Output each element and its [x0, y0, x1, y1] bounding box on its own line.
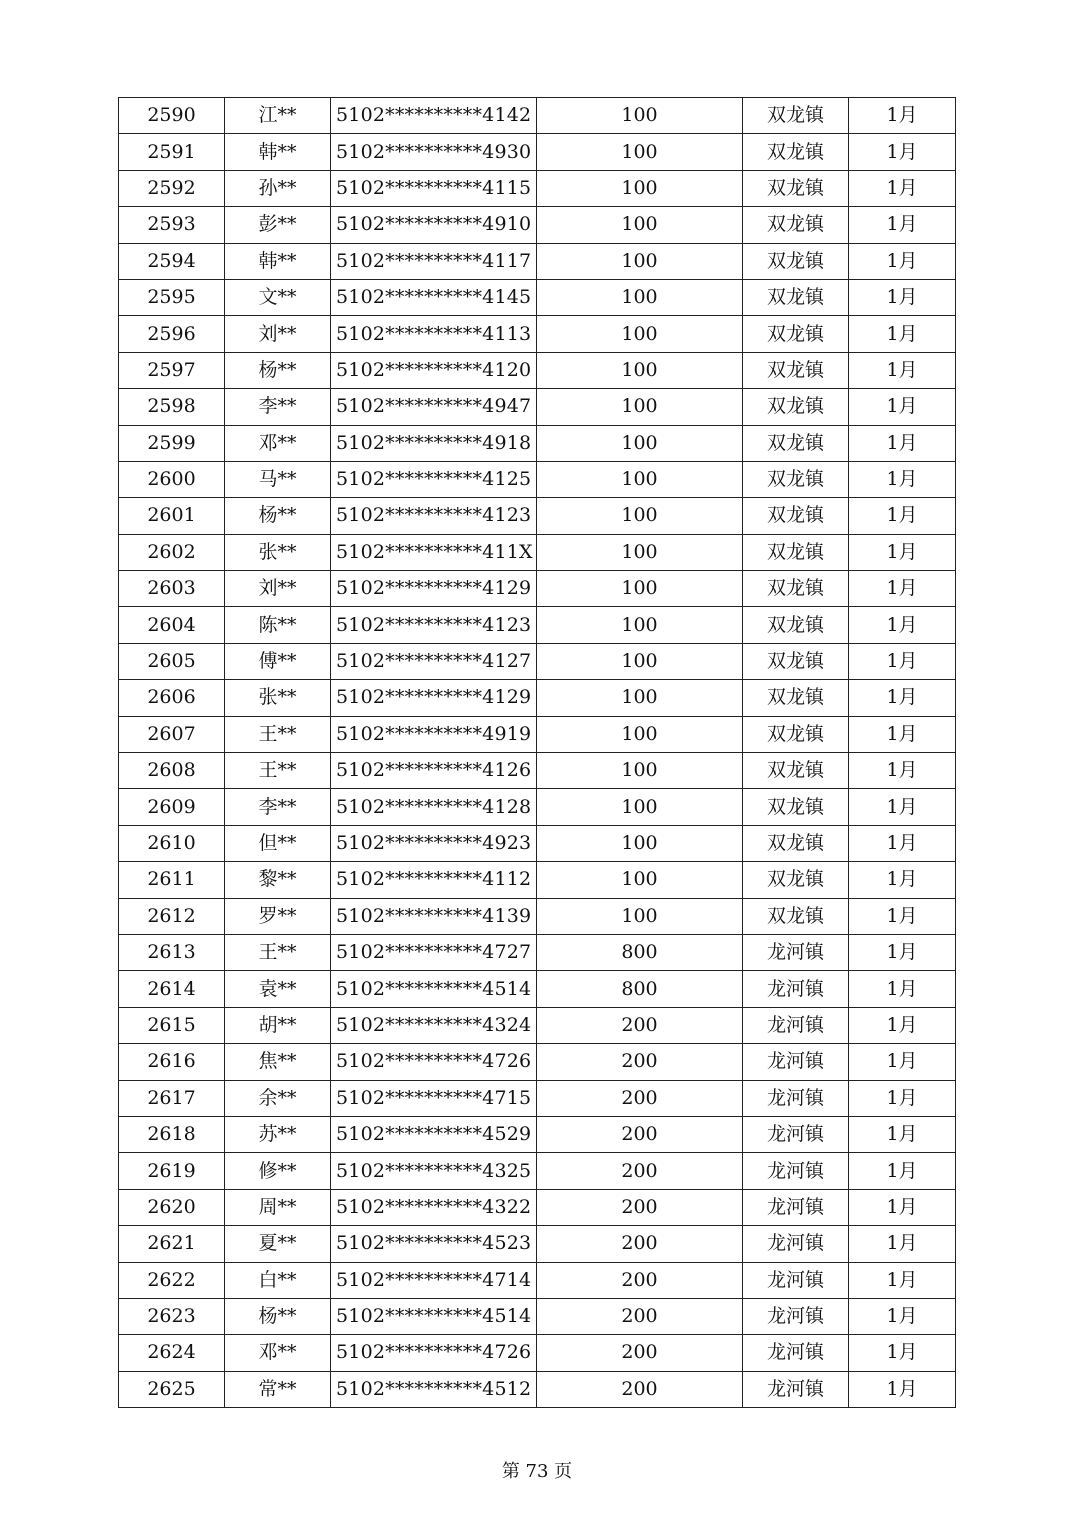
town-cell: 双龙镇: [743, 461, 849, 497]
table-body: [119, 98, 956, 1408]
town-cell: 双龙镇: [743, 134, 849, 170]
town-cell: 双龙镇: [743, 170, 849, 206]
serial-number-cell: 2595: [119, 279, 225, 315]
serial-number-cell: 2602: [119, 534, 225, 570]
serial-number-cell: 2623: [119, 1298, 225, 1334]
town-cell: 龙河镇: [743, 1335, 849, 1371]
amount-cell: 200: [537, 1226, 743, 1262]
month-cell: 1月: [849, 170, 956, 206]
id-number-cell: 5102**********4910: [331, 207, 537, 243]
month-cell: 1月: [849, 971, 956, 1007]
amount-cell: 100: [537, 461, 743, 497]
serial-number-cell: 2599: [119, 425, 225, 461]
serial-number-cell: 2591: [119, 134, 225, 170]
table-row: [119, 1116, 956, 1152]
name-cell: 张**: [225, 534, 331, 570]
serial-number-cell: 2594: [119, 243, 225, 279]
serial-number-cell: 2620: [119, 1189, 225, 1225]
amount-cell: 200: [537, 1298, 743, 1334]
amount-cell: 100: [537, 643, 743, 679]
id-number-cell: 5102**********4128: [331, 789, 537, 825]
table-row: [119, 825, 956, 861]
id-number-cell: 5102**********4113: [331, 316, 537, 352]
id-number-cell: 5102**********4322: [331, 1189, 537, 1225]
serial-number-cell: 2590: [119, 98, 225, 134]
month-cell: 1月: [849, 425, 956, 461]
serial-number-cell: 2592: [119, 170, 225, 206]
table-row: [119, 898, 956, 934]
serial-number-cell: 2625: [119, 1371, 225, 1407]
name-cell: 夏**: [225, 1226, 331, 1262]
name-cell: 傅**: [225, 643, 331, 679]
table-row: [119, 316, 956, 352]
month-cell: 1月: [849, 1262, 956, 1298]
name-cell: 常**: [225, 1371, 331, 1407]
amount-cell: 100: [537, 789, 743, 825]
amount-cell: 100: [537, 170, 743, 206]
serial-number-cell: 2605: [119, 643, 225, 679]
month-cell: 1月: [849, 498, 956, 534]
town-cell: 双龙镇: [743, 716, 849, 752]
amount-cell: 100: [537, 389, 743, 425]
id-number-cell: 5102**********4726: [331, 1335, 537, 1371]
town-cell: 龙河镇: [743, 1226, 849, 1262]
month-cell: 1月: [849, 571, 956, 607]
amount-cell: 100: [537, 352, 743, 388]
name-cell: 王**: [225, 753, 331, 789]
id-number-cell: 5102**********4714: [331, 1262, 537, 1298]
id-number-cell: 5102**********4325: [331, 1153, 537, 1189]
month-cell: 1月: [849, 1080, 956, 1116]
month-cell: 1月: [849, 680, 956, 716]
serial-number-cell: 2593: [119, 207, 225, 243]
month-cell: 1月: [849, 1044, 956, 1080]
month-cell: 1月: [849, 1007, 956, 1043]
serial-number-cell: 2613: [119, 934, 225, 970]
serial-number-cell: 2596: [119, 316, 225, 352]
name-cell: 邓**: [225, 425, 331, 461]
name-cell: 苏**: [225, 1116, 331, 1152]
table-row: [119, 1080, 956, 1116]
amount-cell: 800: [537, 934, 743, 970]
name-cell: 杨**: [225, 1298, 331, 1334]
name-cell: 修**: [225, 1153, 331, 1189]
id-number-cell: 5102**********4115: [331, 170, 537, 206]
name-cell: 孙**: [225, 170, 331, 206]
table-row: [119, 1189, 956, 1225]
amount-cell: 100: [537, 316, 743, 352]
serial-number-cell: 2603: [119, 571, 225, 607]
month-cell: 1月: [849, 207, 956, 243]
month-cell: 1月: [849, 934, 956, 970]
town-cell: 双龙镇: [743, 498, 849, 534]
table-row: [119, 789, 956, 825]
month-cell: 1月: [849, 352, 956, 388]
serial-number-cell: 2624: [119, 1335, 225, 1371]
town-cell: 龙河镇: [743, 1116, 849, 1152]
table-row: [119, 534, 956, 570]
table-row: [119, 170, 956, 206]
table-row: [119, 207, 956, 243]
name-cell: 陈**: [225, 607, 331, 643]
town-cell: 龙河镇: [743, 1298, 849, 1334]
id-number-cell: 5102**********4123: [331, 607, 537, 643]
town-cell: 双龙镇: [743, 352, 849, 388]
id-number-cell: 5102**********4918: [331, 425, 537, 461]
id-number-cell: 5102**********4523: [331, 1226, 537, 1262]
table-row: [119, 1226, 956, 1262]
name-cell: 韩**: [225, 243, 331, 279]
serial-number-cell: 2600: [119, 461, 225, 497]
id-number-cell: 5102**********4145: [331, 279, 537, 315]
amount-cell: 200: [537, 1116, 743, 1152]
serial-number-cell: 2604: [119, 607, 225, 643]
town-cell: 龙河镇: [743, 1007, 849, 1043]
serial-number-cell: 2618: [119, 1116, 225, 1152]
table-row: [119, 389, 956, 425]
month-cell: 1月: [849, 1226, 956, 1262]
id-number-cell: 5102**********4126: [331, 753, 537, 789]
amount-cell: 100: [537, 134, 743, 170]
table-row: [119, 461, 956, 497]
town-cell: 龙河镇: [743, 1153, 849, 1189]
town-cell: 双龙镇: [743, 534, 849, 570]
amount-cell: 100: [537, 279, 743, 315]
id-number-cell: 5102**********4947: [331, 389, 537, 425]
month-cell: 1月: [849, 862, 956, 898]
name-cell: 李**: [225, 389, 331, 425]
serial-number-cell: 2608: [119, 753, 225, 789]
table-row: [119, 1007, 956, 1043]
month-cell: 1月: [849, 825, 956, 861]
amount-cell: 100: [537, 498, 743, 534]
amount-cell: 100: [537, 862, 743, 898]
table-row: [119, 716, 956, 752]
table-row: [119, 1298, 956, 1334]
town-cell: 双龙镇: [743, 316, 849, 352]
amount-cell: 200: [537, 1080, 743, 1116]
id-number-cell: 5102**********4125: [331, 461, 537, 497]
serial-number-cell: 2614: [119, 971, 225, 1007]
id-number-cell: 5102**********4715: [331, 1080, 537, 1116]
table-row: [119, 753, 956, 789]
month-cell: 1月: [849, 607, 956, 643]
amount-cell: 200: [537, 1044, 743, 1080]
amount-cell: 100: [537, 898, 743, 934]
name-cell: 胡**: [225, 1007, 331, 1043]
name-cell: 彭**: [225, 207, 331, 243]
month-cell: 1月: [849, 753, 956, 789]
town-cell: 龙河镇: [743, 1044, 849, 1080]
table-row: [119, 680, 956, 716]
table-row: [119, 571, 956, 607]
id-number-cell: 5102**********4120: [331, 352, 537, 388]
amount-cell: 100: [537, 571, 743, 607]
id-number-cell: 5102**********4919: [331, 716, 537, 752]
table-row: [119, 1044, 956, 1080]
table-row: [119, 1371, 956, 1407]
town-cell: 双龙镇: [743, 571, 849, 607]
month-cell: 1月: [849, 243, 956, 279]
month-cell: 1月: [849, 134, 956, 170]
town-cell: 双龙镇: [743, 643, 849, 679]
name-cell: 周**: [225, 1189, 331, 1225]
month-cell: 1月: [849, 1189, 956, 1225]
amount-cell: 100: [537, 825, 743, 861]
serial-number-cell: 2621: [119, 1226, 225, 1262]
month-cell: 1月: [849, 1153, 956, 1189]
name-cell: 杨**: [225, 498, 331, 534]
month-cell: 1月: [849, 1298, 956, 1334]
month-cell: 1月: [849, 898, 956, 934]
amount-cell: 100: [537, 607, 743, 643]
amount-cell: 100: [537, 534, 743, 570]
id-number-cell: 5102**********4727: [331, 934, 537, 970]
town-cell: 龙河镇: [743, 1262, 849, 1298]
name-cell: 邓**: [225, 1335, 331, 1371]
town-cell: 双龙镇: [743, 389, 849, 425]
table-row: [119, 498, 956, 534]
name-cell: 刘**: [225, 316, 331, 352]
id-number-cell: 5102**********4123: [331, 498, 537, 534]
month-cell: 1月: [849, 716, 956, 752]
table-row: [119, 643, 956, 679]
id-number-cell: 5102**********4514: [331, 1298, 537, 1334]
name-cell: 马**: [225, 461, 331, 497]
name-cell: 李**: [225, 789, 331, 825]
month-cell: 1月: [849, 1116, 956, 1152]
table-row: [119, 279, 956, 315]
amount-cell: 100: [537, 425, 743, 461]
town-cell: 双龙镇: [743, 98, 849, 134]
month-cell: 1月: [849, 1335, 956, 1371]
town-cell: 双龙镇: [743, 207, 849, 243]
name-cell: 焦**: [225, 1044, 331, 1080]
id-number-cell: 5102**********4324: [331, 1007, 537, 1043]
name-cell: 余**: [225, 1080, 331, 1116]
name-cell: 但**: [225, 825, 331, 861]
town-cell: 双龙镇: [743, 607, 849, 643]
serial-number-cell: 2601: [119, 498, 225, 534]
month-cell: 1月: [849, 316, 956, 352]
serial-number-cell: 2606: [119, 680, 225, 716]
name-cell: 江**: [225, 98, 331, 134]
town-cell: 龙河镇: [743, 1189, 849, 1225]
serial-number-cell: 2612: [119, 898, 225, 934]
serial-number-cell: 2609: [119, 789, 225, 825]
town-cell: 双龙镇: [743, 898, 849, 934]
id-number-cell: 5102**********4129: [331, 571, 537, 607]
table-row: [119, 1153, 956, 1189]
amount-cell: 100: [537, 680, 743, 716]
table-row: [119, 862, 956, 898]
amount-cell: 200: [537, 1007, 743, 1043]
town-cell: 龙河镇: [743, 971, 849, 1007]
id-number-cell: 5102**********4529: [331, 1116, 537, 1152]
town-cell: 双龙镇: [743, 789, 849, 825]
month-cell: 1月: [849, 534, 956, 570]
month-cell: 1月: [849, 279, 956, 315]
town-cell: 双龙镇: [743, 825, 849, 861]
serial-number-cell: 2622: [119, 1262, 225, 1298]
table-row: [119, 1262, 956, 1298]
amount-cell: 100: [537, 716, 743, 752]
id-number-cell: 5102**********4117: [331, 243, 537, 279]
serial-number-cell: 2598: [119, 389, 225, 425]
month-cell: 1月: [849, 643, 956, 679]
table-row: [119, 607, 956, 643]
name-cell: 杨**: [225, 352, 331, 388]
month-cell: 1月: [849, 98, 956, 134]
amount-cell: 200: [537, 1153, 743, 1189]
amount-cell: 100: [537, 753, 743, 789]
id-number-cell: 5102**********4930: [331, 134, 537, 170]
month-cell: 1月: [849, 461, 956, 497]
id-number-cell: 5102**********4112: [331, 862, 537, 898]
town-cell: 双龙镇: [743, 862, 849, 898]
town-cell: 龙河镇: [743, 934, 849, 970]
town-cell: 双龙镇: [743, 753, 849, 789]
id-number-cell: 5102**********4512: [331, 1371, 537, 1407]
name-cell: 王**: [225, 716, 331, 752]
amount-cell: 200: [537, 1335, 743, 1371]
month-cell: 1月: [849, 389, 956, 425]
table-row: [119, 934, 956, 970]
id-number-cell: 5102**********4726: [331, 1044, 537, 1080]
table-row: [119, 98, 956, 134]
name-cell: 黎**: [225, 862, 331, 898]
id-number-cell: 5102**********4514: [331, 971, 537, 1007]
month-cell: 1月: [849, 1371, 956, 1407]
serial-number-cell: 2607: [119, 716, 225, 752]
serial-number-cell: 2615: [119, 1007, 225, 1043]
serial-number-cell: 2611: [119, 862, 225, 898]
name-cell: 白**: [225, 1262, 331, 1298]
serial-number-cell: 2619: [119, 1153, 225, 1189]
serial-number-cell: 2616: [119, 1044, 225, 1080]
table-row: [119, 425, 956, 461]
town-cell: 双龙镇: [743, 279, 849, 315]
amount-cell: 100: [537, 98, 743, 134]
name-cell: 张**: [225, 680, 331, 716]
town-cell: 龙河镇: [743, 1371, 849, 1407]
amount-cell: 200: [537, 1189, 743, 1225]
town-cell: 龙河镇: [743, 1080, 849, 1116]
id-number-cell: 5102**********4139: [331, 898, 537, 934]
serial-number-cell: 2617: [119, 1080, 225, 1116]
table-row: [119, 243, 956, 279]
name-cell: 文**: [225, 279, 331, 315]
id-number-cell: 5102**********411X: [331, 534, 537, 570]
name-cell: 王**: [225, 934, 331, 970]
amount-cell: 100: [537, 243, 743, 279]
table-row: [119, 352, 956, 388]
table-row: [119, 971, 956, 1007]
page-number: 第 73 页: [501, 1461, 573, 1482]
month-cell: 1月: [849, 789, 956, 825]
name-cell: 罗**: [225, 898, 331, 934]
amount-cell: 800: [537, 971, 743, 1007]
id-number-cell: 5102**********4142: [331, 98, 537, 134]
serial-number-cell: 2610: [119, 825, 225, 861]
id-number-cell: 5102**********4127: [331, 643, 537, 679]
amount-cell: 100: [537, 207, 743, 243]
name-cell: 刘**: [225, 571, 331, 607]
data-table: [118, 97, 956, 1408]
id-number-cell: 5102**********4923: [331, 825, 537, 861]
town-cell: 双龙镇: [743, 243, 849, 279]
table-row: [119, 134, 956, 170]
name-cell: 袁**: [225, 971, 331, 1007]
town-cell: 双龙镇: [743, 680, 849, 716]
amount-cell: 200: [537, 1371, 743, 1407]
table-row: [119, 1335, 956, 1371]
serial-number-cell: 2597: [119, 352, 225, 388]
id-number-cell: 5102**********4129: [331, 680, 537, 716]
town-cell: 双龙镇: [743, 425, 849, 461]
amount-cell: 200: [537, 1262, 743, 1298]
name-cell: 韩**: [225, 134, 331, 170]
